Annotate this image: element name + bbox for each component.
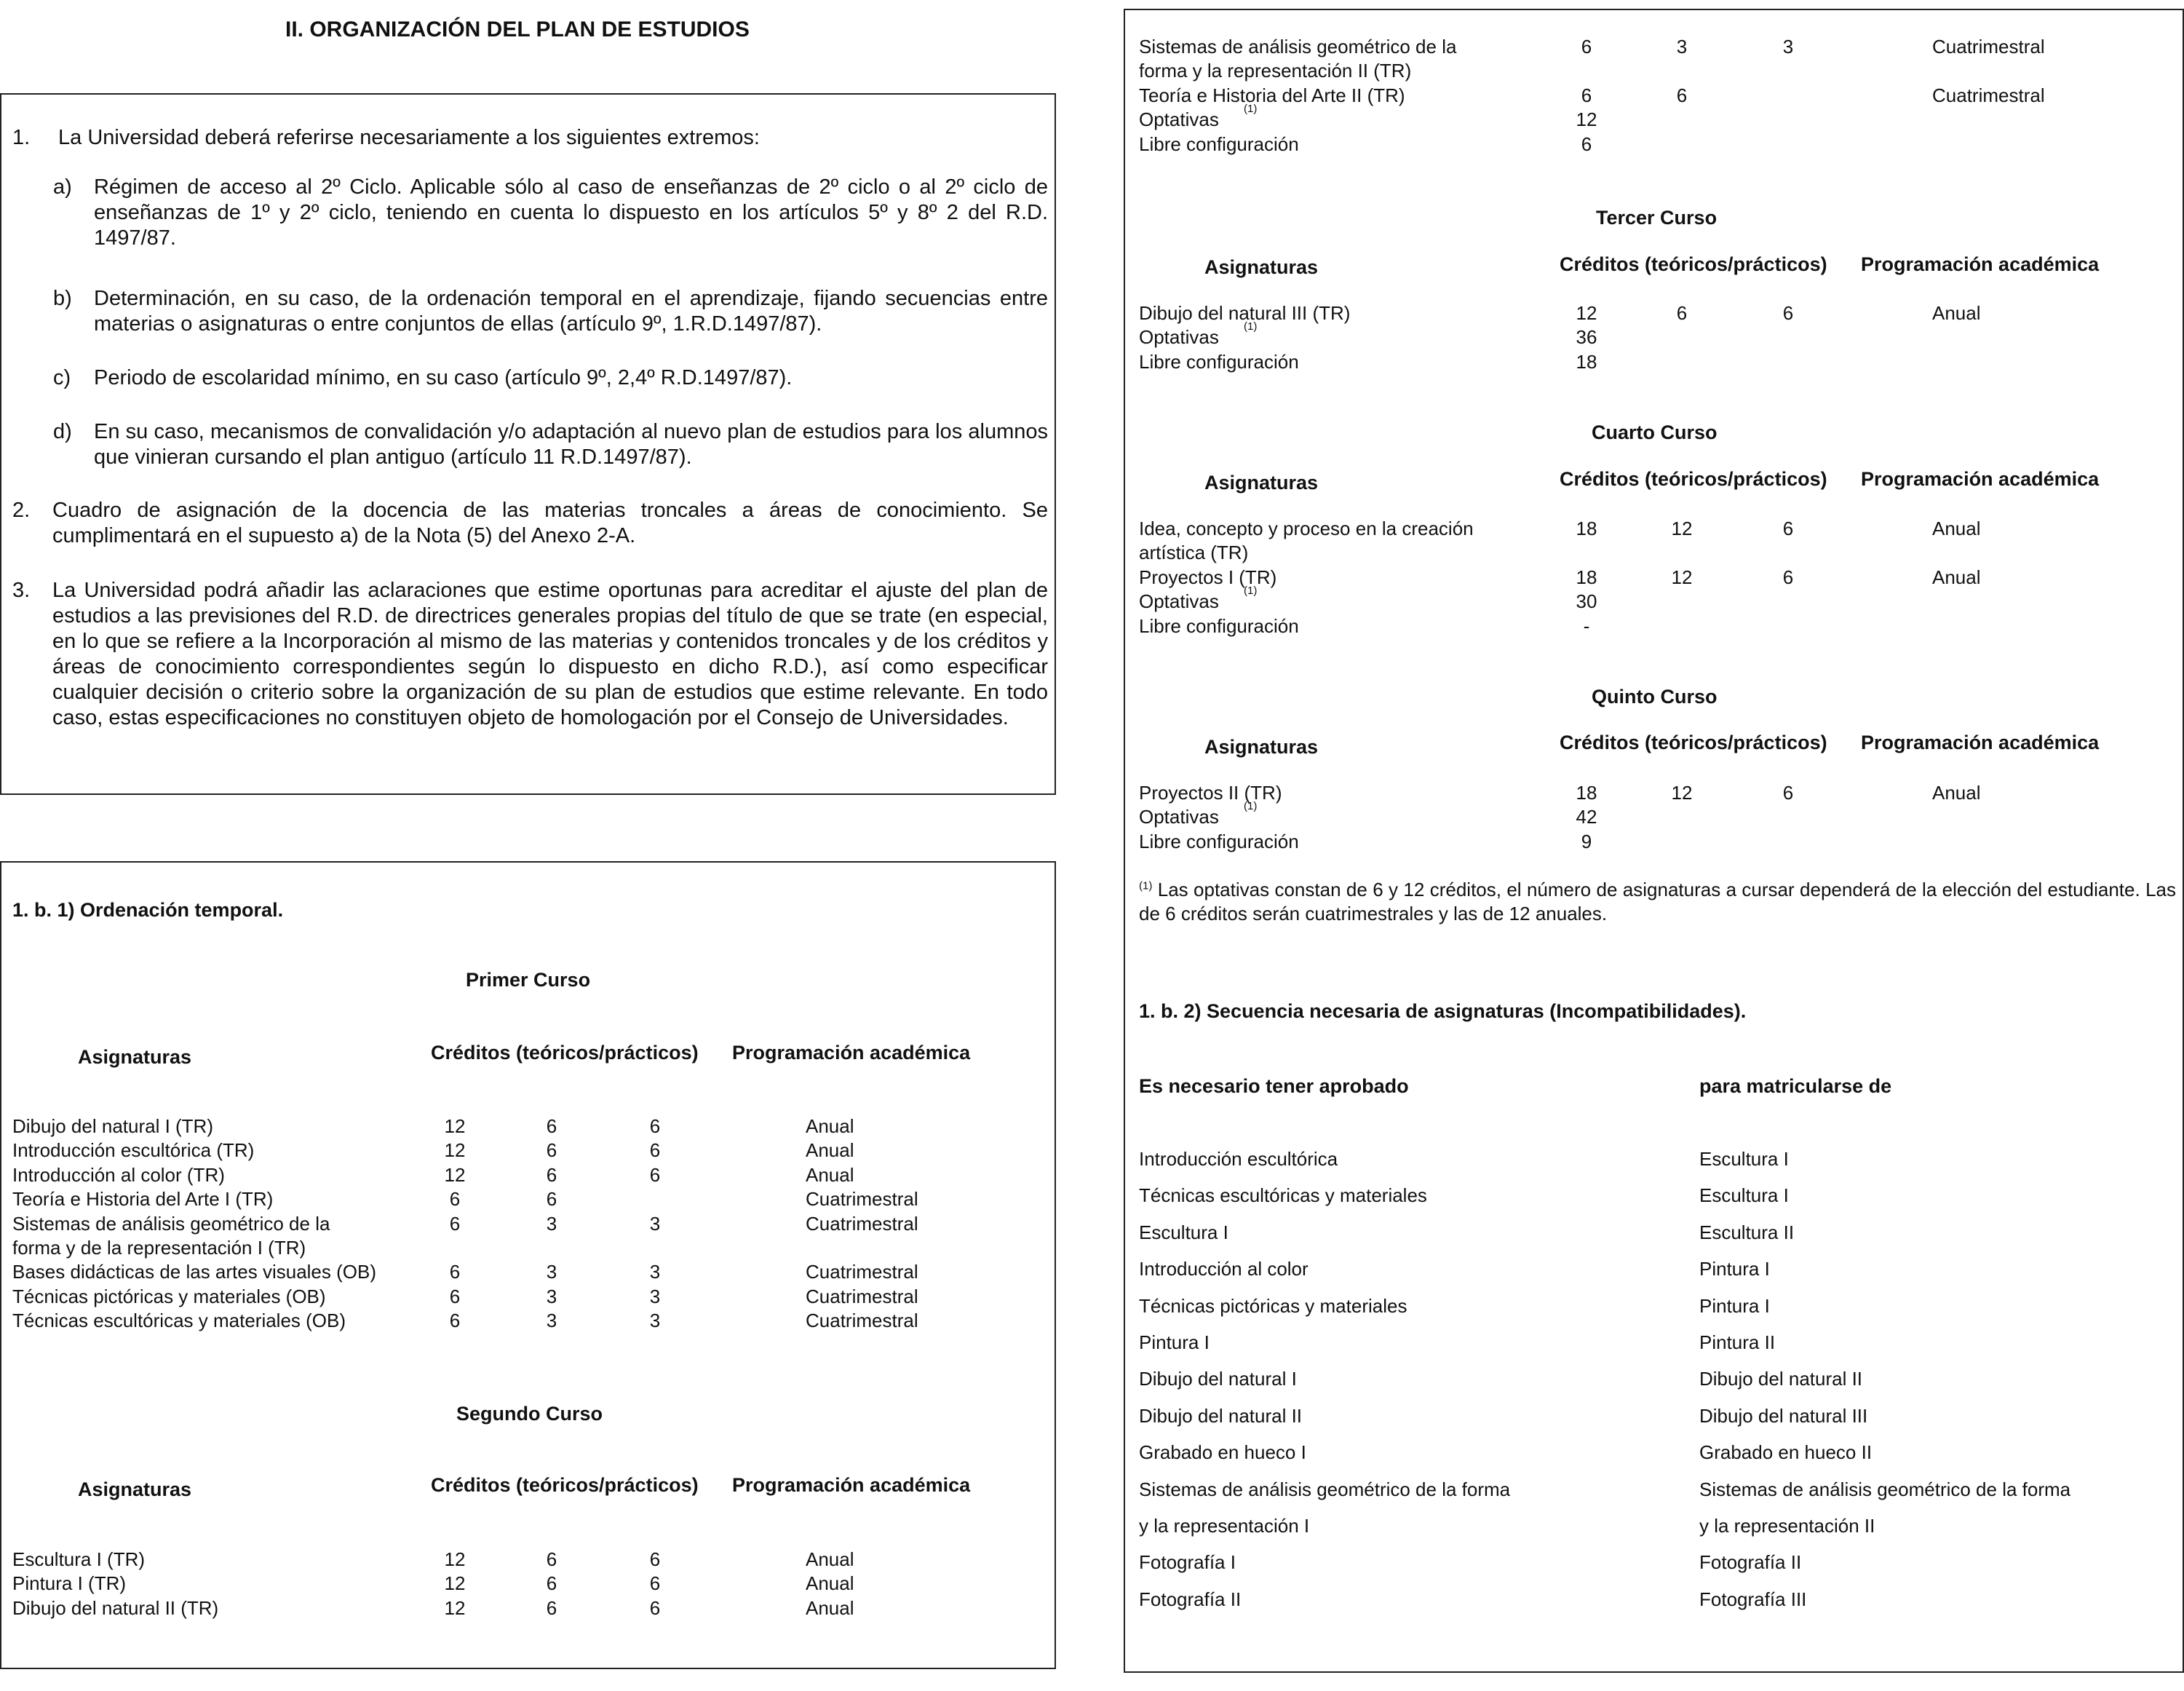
- credits-practicos: 3: [649, 1285, 661, 1307]
- credits-total: 12: [1576, 302, 1597, 324]
- note-a-label: a): [53, 175, 72, 199]
- subject-name: Escultura I (TR): [12, 1548, 146, 1570]
- credits-teoricos: 3: [546, 1285, 557, 1307]
- credits-total: 12: [444, 1572, 466, 1595]
- footnote-marker: (1): [1139, 879, 1153, 892]
- programacion-academica: Cuatrimestral: [1932, 36, 2045, 58]
- subject-name: Optativas: [1139, 326, 1219, 349]
- credits-total: 18: [1576, 782, 1597, 804]
- credits-total: 6: [449, 1285, 461, 1307]
- subject-name: forma y de la representación I (TR): [12, 1237, 306, 1259]
- programacion-academica: Cuatrimestral: [806, 1212, 918, 1235]
- quinto-col-creditos: Créditos (teóricos/prácticos): [1560, 732, 1827, 753]
- programacion-academica: Anual: [1932, 518, 1981, 539]
- note-b-text: Determinación, en su caso, de la ordenación temporal en el aprendizaje, fijando secuencias entre materias o asignaturas o entre conjuntos de ellas (artículo 9º, 1.R.D.1497/87).: [94, 287, 1048, 336]
- programacion-academica: Anual: [806, 1572, 854, 1595]
- primer-curso-title: Primer Curso: [466, 969, 591, 991]
- programacion-academica: Anual: [806, 1548, 854, 1570]
- credits-teoricos: 6: [546, 1163, 557, 1186]
- cuarto-col-creditos: Créditos (teóricos/prácticos): [1560, 468, 1827, 490]
- credits-teoricos: 6: [546, 1115, 557, 1137]
- note-3-text: La Universidad podrá añadir las aclaraciones que estime oportunas para acreditar el ajuste del plan de estudios a las previsiones del R.D. de directrices generales propias del título de que se trate (en especial, en lo que se refiere a la Incorporación al mismo de las materias y contenidos troncales y de los créditos y áreas de conocimiento correspondientes según lo dispuesto en dicho R.D.), así como especificar cualquier decisión o criterio sobre la organización de su plan de estudios que estime relevante. En todo caso, estas especificaciones no constituyen objeto de homologación por el Consejo de Universidades.: [52, 579, 1048, 729]
- segundo-col-asignaturas: Asignaturas: [78, 1478, 192, 1500]
- cuarto-curso-title: Cuarto Curso: [1592, 421, 1718, 443]
- credits-teoricos: 12: [1671, 566, 1693, 588]
- subject-name: Teoría e Historia del Arte II (TR): [1139, 84, 1405, 106]
- prerequisite-subject: Técnicas escultóricas y materiales: [1139, 1184, 1427, 1207]
- cuarto-col-asignaturas: Asignaturas: [1204, 472, 1319, 494]
- credits-teoricos: 6: [1676, 302, 1688, 324]
- credits-teoricos: 12: [1671, 518, 1693, 539]
- credits-teoricos: 6: [546, 1188, 557, 1211]
- target-subject: Dibujo del natural III: [1699, 1404, 1868, 1427]
- programacion-academica: Anual: [806, 1596, 854, 1619]
- target-subject: Escultura I: [1699, 1148, 1789, 1170]
- credits-teoricos: 12: [1671, 782, 1693, 804]
- credits-practicos: 6: [1782, 302, 1794, 324]
- credits-practicos: 6: [649, 1115, 661, 1137]
- cuarto-col-programacion: Programación académica: [1861, 468, 2100, 490]
- credits-practicos: 6: [1782, 566, 1794, 588]
- subject-name: artística (TR): [1139, 542, 1249, 564]
- prerequisite-subject: Introducción al color: [1139, 1258, 1309, 1280]
- credits-teoricos: 6: [1676, 84, 1688, 106]
- prerequisite-subject: Pintura I: [1139, 1331, 1210, 1353]
- subject-name: Libre configuración: [1139, 830, 1299, 852]
- subject-name: Libre configuración: [1139, 132, 1299, 155]
- subject-name: Técnicas escultóricas y materiales (OB): [12, 1310, 346, 1332]
- credits-total: 6: [449, 1188, 461, 1211]
- subject-name: Introducción escultórica (TR): [12, 1139, 255, 1162]
- secuencia-heading: 1. b. 2) Secuencia necesaria de asignaturas (Incompatibilidades).: [1139, 1000, 1747, 1022]
- credits-practicos: 6: [649, 1163, 661, 1186]
- credits-practicos: 6: [1782, 782, 1794, 804]
- subject-name: Teoría e Historia del Arte I (TR): [12, 1188, 274, 1211]
- tercer-curso-title: Tercer Curso: [1596, 207, 1718, 229]
- credits-practicos: 6: [649, 1139, 661, 1162]
- subject-name: Sistemas de análisis geométrico de la: [12, 1212, 330, 1235]
- target-subject: y la representación II: [1699, 1515, 1875, 1537]
- credits-teoricos: 6: [546, 1596, 557, 1619]
- credits-total: 6: [1581, 84, 1592, 106]
- secuencia-col-right: para matricularse de: [1699, 1075, 1892, 1097]
- credits-teoricos: 6: [546, 1548, 557, 1570]
- credits-total: 12: [444, 1139, 466, 1162]
- primer-col-creditos: Créditos (teóricos/prácticos): [431, 1042, 699, 1064]
- credits-total: 18: [1576, 518, 1597, 539]
- credits-teoricos: 3: [546, 1212, 557, 1235]
- credits-total: 12: [444, 1115, 466, 1137]
- prerequisite-subject: Dibujo del natural II: [1139, 1404, 1303, 1427]
- subject-name: Dibujo del natural III (TR): [1139, 302, 1351, 324]
- credits-total: -: [1583, 614, 1590, 637]
- target-subject: Pintura II: [1699, 1331, 1776, 1353]
- segundo-curso-title: Segundo Curso: [456, 1403, 603, 1425]
- credits-total: 30: [1576, 590, 1597, 613]
- programacion-academica: Anual: [806, 1163, 854, 1186]
- credits-total: 12: [444, 1163, 466, 1186]
- credits-total: 6: [449, 1310, 461, 1332]
- ordenacion-heading: 1. b. 1) Ordenación temporal.: [12, 899, 284, 921]
- credits-teoricos: 6: [546, 1139, 557, 1162]
- optativas-footnote: [1139, 878, 2176, 926]
- prerequisite-subject: Introducción escultórica: [1139, 1148, 1338, 1170]
- credits-practicos: 3: [1782, 36, 1794, 58]
- note-d-text: En su caso, mecanismos de convalidación y/o adaptación al nuevo plan de estudios para los alumnos que vinieran cursando el plan antiguo (artículo 11 R.D.1497/87).: [94, 420, 1048, 469]
- tercer-col-creditos: Créditos (teóricos/prácticos): [1560, 253, 1827, 275]
- target-subject: Fotografía III: [1699, 1588, 1807, 1610]
- credits-total: 12: [444, 1596, 466, 1619]
- note-c-label: c): [53, 366, 71, 389]
- credits-teoricos: 3: [1676, 36, 1688, 58]
- quinto-col-programacion: Programación académica: [1861, 732, 2100, 753]
- programacion-academica: Anual: [1932, 566, 1981, 588]
- credits-total: 6: [1581, 132, 1592, 155]
- credits-total: 42: [1576, 806, 1597, 828]
- target-subject: Dibujo del natural II: [1699, 1368, 1863, 1390]
- segundo-col-creditos: Créditos (teóricos/prácticos): [431, 1474, 699, 1496]
- credits-total: 18: [1576, 350, 1597, 373]
- target-subject: Grabado en hueco II: [1699, 1441, 1873, 1464]
- credits-total: 12: [1576, 108, 1597, 131]
- note-1-text: La Universidad deberá referirse necesariamente a los siguientes extremos:: [58, 126, 760, 149]
- prerequisite-subject: Fotografía II: [1139, 1588, 1242, 1610]
- programacion-academica: Cuatrimestral: [806, 1261, 918, 1283]
- primer-col-programacion: Programación académica: [732, 1042, 971, 1064]
- subject-name: Optativas: [1139, 108, 1219, 131]
- target-subject: Escultura I: [1699, 1184, 1789, 1207]
- subject-name: Proyectos II (TR): [1139, 782, 1282, 804]
- credits-practicos: 6: [649, 1548, 661, 1570]
- programacion-academica: Cuatrimestral: [806, 1188, 918, 1211]
- target-subject: Fotografía II: [1699, 1551, 1802, 1574]
- credits-teoricos: 3: [546, 1310, 557, 1332]
- programacion-academica: Anual: [1932, 782, 1981, 804]
- programacion-academica: Cuatrimestral: [1932, 84, 2045, 106]
- subject-name: Proyectos I (TR): [1139, 566, 1277, 588]
- programacion-academica: Anual: [806, 1139, 854, 1162]
- credits-total: 36: [1576, 326, 1597, 349]
- target-subject: Escultura II: [1699, 1221, 1795, 1243]
- section-title: II. ORGANIZACIÓN DEL PLAN DE ESTUDIOS: [285, 17, 750, 41]
- subject-name: Optativas: [1139, 806, 1219, 828]
- subject-name: Técnicas pictóricas y materiales (OB): [12, 1285, 326, 1307]
- subject-name: Introducción al color (TR): [12, 1163, 225, 1186]
- note-c-text: Periodo de escolaridad mínimo, en su caso (artículo 9º, 2,4º R.D.1497/87).: [94, 366, 793, 389]
- prerequisite-subject: Técnicas pictóricas y materiales: [1139, 1294, 1407, 1317]
- tercer-col-asignaturas: Asignaturas: [1204, 256, 1319, 278]
- quinto-curso-title: Quinto Curso: [1592, 686, 1718, 708]
- prerequisite-subject: Dibujo del natural I: [1139, 1368, 1297, 1390]
- programacion-academica: Anual: [806, 1115, 854, 1137]
- credits-practicos: 3: [649, 1261, 661, 1283]
- prerequisite-subject: Sistemas de análisis geométrico de la forma: [1139, 1478, 1511, 1500]
- credits-total: 9: [1581, 830, 1592, 852]
- note-a-text: Régimen de acceso al 2º Ciclo. Aplicable sólo al caso de enseñanzas de 2º ciclo o al 2º ciclo de enseñanzas de 1º y 2º ciclo, teniendo en cuenta lo dispuesto en los artículos 5º y 8º 2 del R.D. 1497/87.: [94, 175, 1048, 250]
- subject-name: Pintura I (TR): [12, 1572, 127, 1595]
- subject-name: Bases didácticas de las artes visuales (OB): [12, 1261, 376, 1283]
- target-subject: Sistemas de análisis geométrico de la forma: [1699, 1478, 2071, 1500]
- programacion-academica: Cuatrimestral: [806, 1285, 918, 1307]
- subject-name: Dibujo del natural I (TR): [12, 1115, 213, 1137]
- programacion-academica: Cuatrimestral: [806, 1310, 918, 1332]
- subject-name: Dibujo del natural II (TR): [12, 1596, 219, 1619]
- credits-total: 12: [444, 1548, 466, 1570]
- tercer-col-programacion: Programación académica: [1861, 253, 2100, 275]
- subject-name: Optativas: [1139, 590, 1219, 613]
- credits-practicos: 6: [1782, 518, 1794, 539]
- credits-total: 18: [1576, 566, 1597, 588]
- credits-practicos: 3: [649, 1212, 661, 1235]
- subject-name: Sistemas de análisis geométrico de la: [1139, 36, 1457, 58]
- subject-name: Libre configuración: [1139, 350, 1299, 373]
- credits-teoricos: 3: [546, 1261, 557, 1283]
- quinto-col-asignaturas: Asignaturas: [1204, 736, 1319, 758]
- secuencia-col-left: Es necesario tener aprobado: [1139, 1075, 1409, 1097]
- note-3-number: 3.: [12, 579, 31, 602]
- subject-name: forma y la representación II (TR): [1139, 60, 1412, 82]
- credits-total: 6: [449, 1261, 461, 1283]
- subject-name: Libre configuración: [1139, 614, 1299, 637]
- note-2-number: 2.: [12, 499, 31, 522]
- note-2-text: Cuadro de asignación de la docencia de las materias troncales a áreas de conocimiento. Se cumplimentará en el supuesto a) de la Nota (5) del Anexo 2-A.: [52, 499, 1048, 547]
- credits-teoricos: 6: [546, 1572, 557, 1595]
- prerequisite-subject: Escultura I: [1139, 1221, 1228, 1243]
- credits-total: 6: [449, 1212, 461, 1235]
- credits-total: 6: [1581, 36, 1592, 58]
- note-d-label: d): [53, 420, 72, 443]
- credits-practicos: 6: [649, 1596, 661, 1619]
- target-subject: Pintura I: [1699, 1258, 1770, 1280]
- programacion-academica: Anual: [1932, 302, 1981, 324]
- prerequisite-subject: Grabado en hueco I: [1139, 1441, 1306, 1464]
- credits-practicos: 6: [649, 1572, 661, 1595]
- segundo-col-programacion: Programación académica: [732, 1474, 971, 1496]
- target-subject: Pintura I: [1699, 1294, 1770, 1317]
- note-1-number: 1.: [12, 126, 31, 149]
- prerequisite-subject: Fotografía I: [1139, 1551, 1236, 1574]
- subject-name: Idea, concepto y proceso en la creación: [1139, 518, 1474, 539]
- prerequisite-subject: y la representación I: [1139, 1515, 1310, 1537]
- credits-practicos: 3: [649, 1310, 661, 1332]
- primer-col-asignaturas: Asignaturas: [78, 1046, 192, 1068]
- note-b-label: b): [53, 287, 72, 310]
- footnote-text: Las optativas constan de 6 y 12 créditos, el número de asignaturas a cursar dependerá de la elección del estudiante. Las de 6 créditos serán cuatrimestrales y las de 12 anuales.: [1139, 879, 2177, 924]
